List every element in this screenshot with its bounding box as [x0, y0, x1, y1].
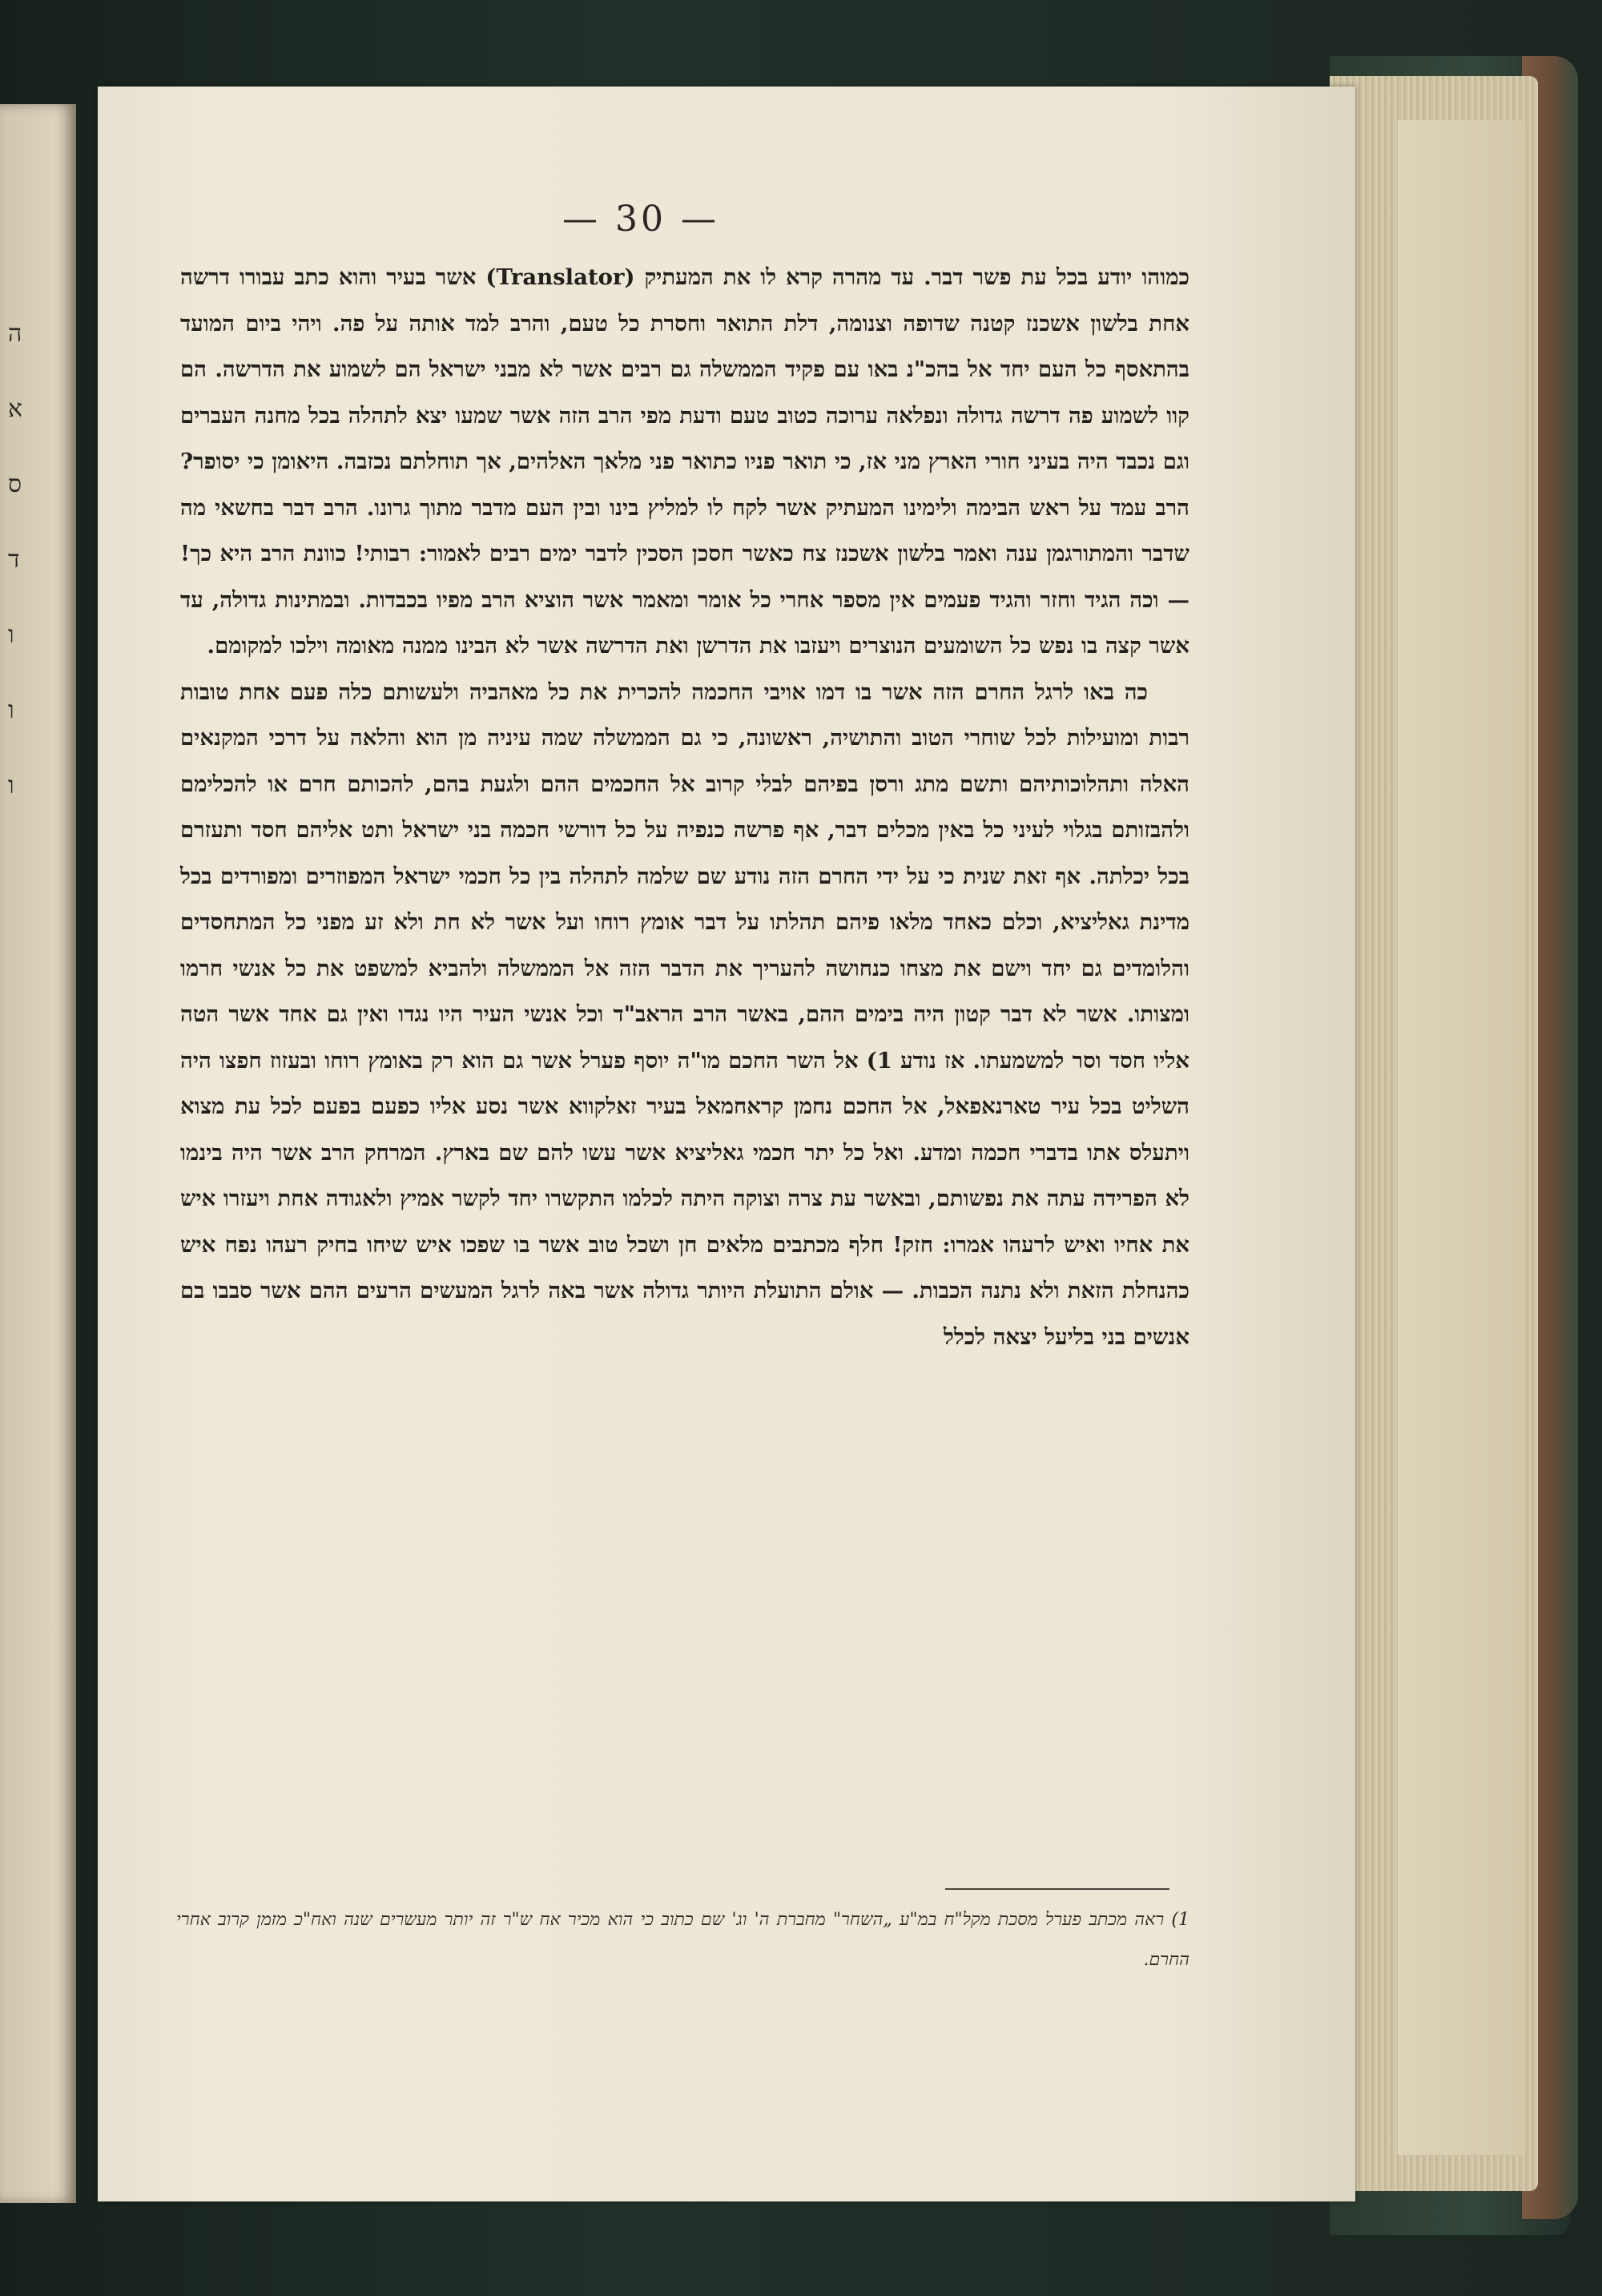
body-text: [180, 255, 1189, 1360]
edge-letter: ה: [8, 320, 22, 348]
paragraph-2: כה באו לרגל החרם הזה אשר בו דמו אויבי החכמה להכרית את כל מאהביה ולעשותם כלה פעם אחת טובות רבות ומועילות לכל שוחרי הטוב והתושיה, ראשונה, כי גם הממשלה שמה עיניה מן הוא והלאה על דרכי המקנאים האלה ותהלוכותיהם ותשם מתג ורסן בפיהם לבלי קרוב אל החכמים ההם ולגעת בהם, להכותם חרם או להכלימם ולהבזותם בגלוי לעיני כל באין מכלים דבר, אף פרשה כנפיה על כל דורשי חכמה בני ישראל ותט אליהם חסד ותעזרם בכל יכלתה. אף זאת שנית כי על ידי החרם הזה נודע שם שלמה לתהלה בין כל חכמי ישראל המפוזרים ומפורדים בכל מדינת גאליציא, וכלם כאחד מלאו פיהם תהלתו על דבר אומץ רוחו ועל אשר לא חת ולא זע מפני כל המתחסדים והלומדים גם יחד וישם את מצחו כנחושה להעריך את הדבר הזה אל הממשלה ולהביא למשפט את כל אנשי חרמו ומצותו. אשר לא דבר קטון היה בימים ההם, באשר הרב הראב"ד וכל אנשי העיר היו נגדו ואין גם אחד אשר הטה אליו חסד וסר למשמעתו. אז נודע 1) אל השר החכם מו"ה יוסף פערל אשר גם הוא רק באומץ רוחו ובעזוז חפצו היה השליט בכל עיר טארנאפאל, אל החכם נחמן קראחמאל בעיר זאלקווא אשר נסע אליו כפעם בפעם לכל עת מצוא ויתעלס אתו בדברי חכמה ומדע. ואל כל יתר חכמי גאליציא אשר עשו להם שם בארץ. המרחק הרב אשר היה בינמו לא הפרידה עתה את נפשותם, ובאשר עת צרה וצוקה היתה לכלמו התקשרו יחד לקשר אמיץ ולאגודה אחת ויעזרו איש את אחיו ואיש לרעהו אמרו: חזק! חלף מכתבים מלאים חן ושכל טוב אשר בו שפכו איש שיחו בחיק רעהו נפח איש כהנחלת הזאת ולא נתנה הכבות. — אולם התועלת היותר גדולה אשר באה לרגל המעשים הרעים ההם אשר סבבו בם אנשים בני בליעל יצאה לכלל: [180, 679, 1189, 1350]
footnote-divider: [945, 1888, 1169, 1890]
edge-letter: ו: [8, 696, 14, 724]
footnotes: [176, 1900, 1189, 1980]
footnote-1: 1) ראה מכתב פערל מסכת מקל"ח במ"ע „השחר" מחברת ה' וג' שם כתוב כי הוא מכיר אח ש"ר זה יותר מעשרים שנה ואח"כ מזמן קרוב אחרי החרם.: [176, 1910, 1189, 1970]
page-stack-face: [1398, 120, 1526, 2155]
previous-page-letters: [8, 296, 32, 824]
previous-page-edge: [0, 104, 76, 2203]
edge-letter: ס: [8, 470, 22, 498]
paragraph-1: כמוהו יודע בכל עת פשר דבר. עד מהרה קרא לו את המעתיק (Translator) אשר בעיר והוא כתב עבורו דרשה אחת בלשון אשכנז קטנה שדופה וצנומה, דלת התואר וחסרת כל טעם, והרב למד אותה על פה. ויהי ביום המועד בהתאסף כל העם יחד אל בהכ"נ באו עם פקיד הממשלה גם רבים אשר לא מבני ישראל הם לשמוע את הדרשה. הם קוו לשמוע פה דרשה גדולה ונפלאה ערוכה כטוב טעם ודעת מפי הרב הזה אשר שמעו יצא לתהלה בכל מחנה העברים וגם נכבד היה בעיני חורי הארץ מני אז, כי תואר פניו כתואר פני מלאך האלהים, אך תוחלתם נכזבה. היאומן כי יסופר? הרב עמד על ראש הבימה ולימינו המעתיק אשר לקח לו למליץ בינו ובין העם מדבר מתוך גרונו. הרב דבר בחשאי מה שדבר והמתורגמן ענה ואמר בלשון אשכנז צח כאשר חסכן הסכין לדבר ימים רבים לאמור: רבותי! כוונת הרב היא כך! — וכה הגיד וחזר והגיד פעמים אין מספר אחרי כל אומר ומאמר אשר הוציא הרב מפיו בכבדות. ובמתינות גדולה, עד אשר קצה בו נפש כל השומעים הנוצרים ויעזבו את הדרשן ואת הדרשה אשר לא הבינו ממנה מאומה וילכו למקומם.: [180, 264, 1189, 659]
edge-letter: ד: [8, 546, 20, 574]
edge-letter: ו: [8, 621, 14, 649]
edge-letter: ו: [8, 771, 14, 800]
edge-letter: א: [8, 395, 23, 423]
page-number: — 30 —: [562, 199, 719, 240]
